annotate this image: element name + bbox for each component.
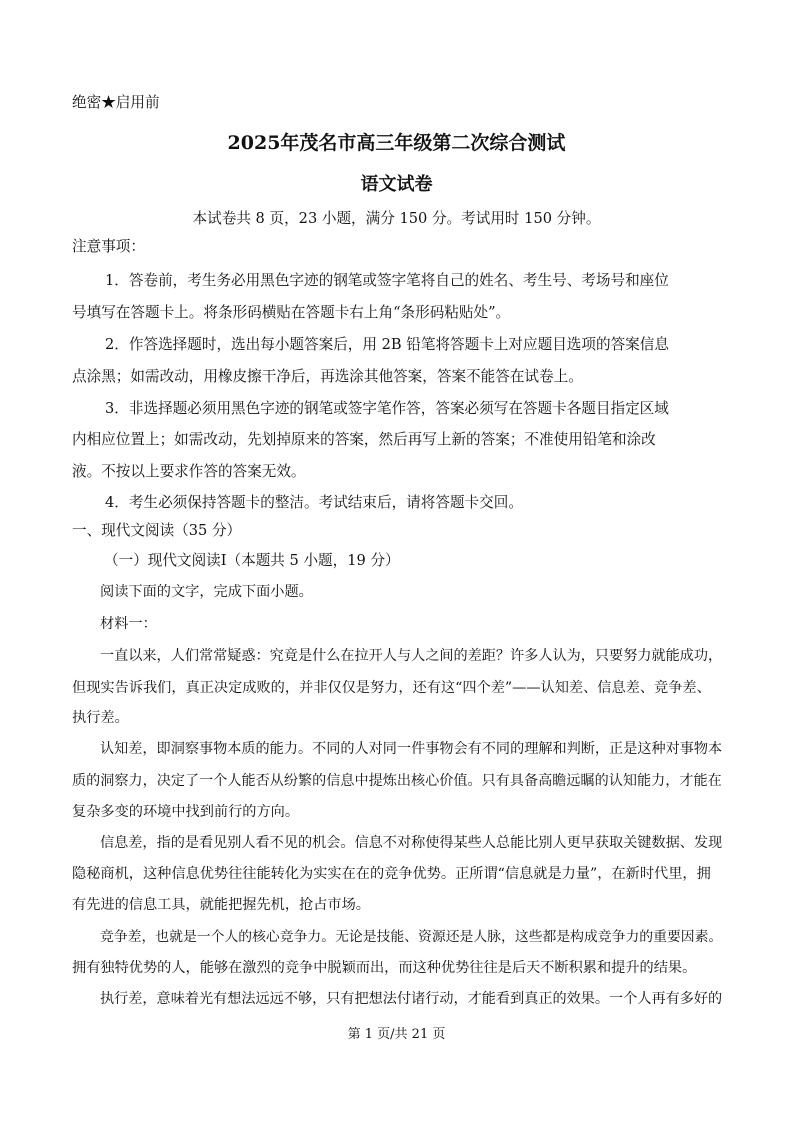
confidential-label: 绝密★启用前: [72, 94, 160, 111]
passage-line: 信息差，指的是看见别人看不见的机会。信息不对称使得某些人总能比别人更早获取关键数据、发现: [100, 835, 723, 851]
notice-line: 3．非选择题必须用黑色字迹的钢笔或签字笔作答，答案必须写在答题卡各题目指定区域: [105, 400, 669, 417]
exam-title: 2025年茂名市高三年级第二次综合测试: [227, 132, 566, 154]
reading-instruction: 阅读下面的文字，完成下面小题。: [100, 584, 313, 600]
passage-line: 但现实告诉我们，真正决定成败的，并非仅仅是努力，还有这“四个差”——认知差、信息差、竞争差、: [72, 680, 711, 696]
passage-line: 竞争差，也就是一个人的核心竞争力。无论是技能、资源还是人脉，这些都是构成竞争力的重要因素。: [100, 929, 723, 945]
notice-heading: 注意事项：: [72, 238, 145, 255]
material-label: 材料一：: [100, 616, 157, 632]
notice-line: 1．答卷前，考生务必用黑色字迹的钢笔或签字笔将自己的姓名、考生号、考场号和座位: [105, 272, 669, 289]
notice-line: 点涂黑；如需改动，用橡皮擦干净后，再选涂其他答案，答案不能答在试卷上。: [72, 368, 583, 385]
section-heading: 一、现代文阅读（35 分）: [72, 522, 242, 539]
passage-line: 执行差，意味着光有想法远远不够，只有把想法付诸行动，才能看到真正的效果。一个人再有多好的: [100, 991, 723, 1007]
passage-line: 有先进的信息工具，就能把握先机，抢占市场。: [72, 897, 370, 913]
subject-title: 语文试卷: [360, 174, 433, 195]
passage-line: 质的洞察力，决定了一个人能否从纷繁的信息中提炼出核心价值。只有具备高瞻远瞩的认知能力，才能在: [72, 773, 722, 789]
passage-line: 隐秘商机，这种信息优势往往能转化为实实在在的竞争优势。正所谓“信息就是力量”，在新时代里，拥: [72, 866, 711, 882]
page-number: 第 1 页/共 21 页: [347, 1027, 446, 1042]
notice-line: 内相应位置上；如需改动，先划掉原来的答案，然后再写上新的答案；不准使用铅笔和涂改: [72, 431, 656, 448]
notice-line: 号填写在答题卡上。将条形码横贴在答题卡右上角“条形码粘贴处”。: [72, 304, 511, 321]
notice-line: 2．作答选择题时，选出每小题答案后，用 2B 铅笔将答题卡上对应题目选项的答案信息: [105, 336, 669, 353]
passage-line: 拥有独特优势的人，能够在激烈的竞争中脱颖而出，而这种优势往往是后天不断积累和提升的结果。: [72, 960, 697, 976]
exam-summary: 本试卷共 8 页，23 小题，满分 150 分。考试用时 150 分钟。: [192, 210, 601, 227]
passage-line: 复杂多变的环境中找到前行的方向。: [72, 804, 300, 820]
passage-line: 认知差，即洞察事物本质的能力。不同的人对同一件事物会有不同的理解和判断，正是这种对事物本: [100, 741, 723, 757]
passage-line: 执行差。: [72, 710, 129, 726]
notice-line: 4．考生必须保持答题卡的整洁。考试结束后，请将答题卡交回。: [105, 494, 523, 511]
section-subheading: （一）现代文阅读Ⅰ（本题共 5 小题，19 分）: [104, 552, 400, 569]
passage-line: 一直以来，人们常常疑惑：究竟是什么在拉开人与人之间的差距？许多人认为，只要努力就能成功，: [100, 648, 723, 664]
notice-line: 液。不按以上要求作答的答案无效。: [72, 463, 306, 480]
